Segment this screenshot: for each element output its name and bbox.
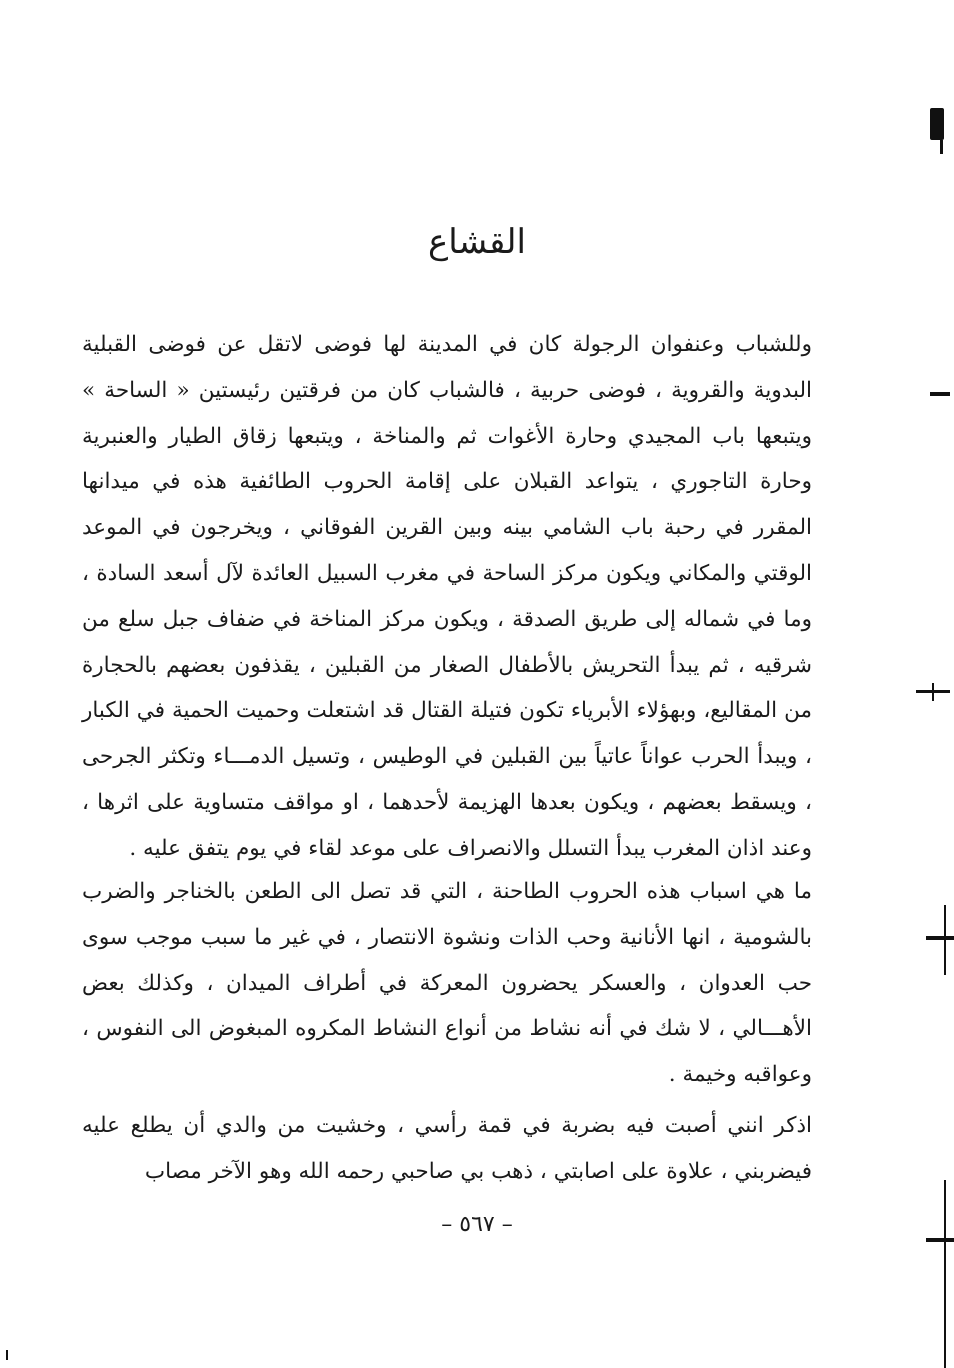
paragraph-3: اذكر انني أصبت فيه بضربة في قمة رأسي ، وخشيت من والدي أن يطلع عليه فيضربني ، علاوة على اصابتي ، ذهب بي صاحبي رحمه الله وهو الآخر مصاب <box>82 1113 812 1184</box>
scan-mark <box>930 392 950 396</box>
scan-mark <box>940 140 943 154</box>
scan-mark <box>926 936 954 940</box>
scan-mark <box>944 905 946 975</box>
chapter-title: القشاع <box>428 222 526 262</box>
scan-mark <box>6 1350 8 1360</box>
page-number: – ٥٦٧ – <box>441 1212 513 1237</box>
scan-mark <box>944 1180 946 1368</box>
paragraph-2: ما هي اسباب هذه الحروب الطاحنة ، التي قد تصل الى الطعن بالخناجر والضرب بالشومية ، انها الأنانية وحب الذات ونشوة الانتصار ، في غير ما سبب موجب سوى حب العدوان ، والعسكر يحضرون المعركة في أطراف الميدان ، وكذلك بعض الأهـــالي ، لا شك في أنه نشاط من أنواع النشاط المكروه المبغوض الى النفوس ، وعواقبه وخيمة . <box>82 879 812 1088</box>
scan-mark <box>930 108 944 140</box>
scan-mark <box>926 1238 954 1242</box>
scan-mark <box>932 683 934 701</box>
paragraph-1: وللشباب وعنفوان الرجولة كان في المدينة لها فوضى لاتقل عن فوضى القبلية البدوية والقروية ، فوضى حربية ، فالشباب كان من فرقتين رئيستين « الساحة » ويتبعها باب المجيدي وحارة الأغوات ثم والمناخة ، ويتبعها زقاق الطيار والعنبرية وحارة التاجوري ، يتواعد القبلان على إقامة الحروب الطائفية هذه في ميدانها المقرر في رحبة باب الشامي بينه وبين القرين الفوقاني ، ويخرجون في الموعد الوقتي والمكاني ويكون مركز الساحة في مغرب السبيل العائدة لآل أسعد السادة ، وما في شماله إلى طريق الصدقة ، ويكون مركز المناخة في ضفاف جبل سلع من شرقيه ، ثم يبدأ التحريش بالأطفال الصغار من القبلين ، يقذفون بعضهم بالحجارة من المقاليع، وبهؤلاء الأبرياء تكون فتيلة القتال قد اشتعلت وحميت الحمية في الكبار ، ويبدأ الحرب عواناً عاتياً بين القبلين في الوطيس ، وتسيل الدمـــاء وتكثر الجرحى ، ويسقط بعضهم ، ويكون بعدها الهزيمة لأحدهما ، او مواقف متساوية على اثرها ، وعند اذان المغرب يبدأ التسلل والانصراف على موعد لقاء في يوم يتفق عليه . <box>82 332 812 861</box>
